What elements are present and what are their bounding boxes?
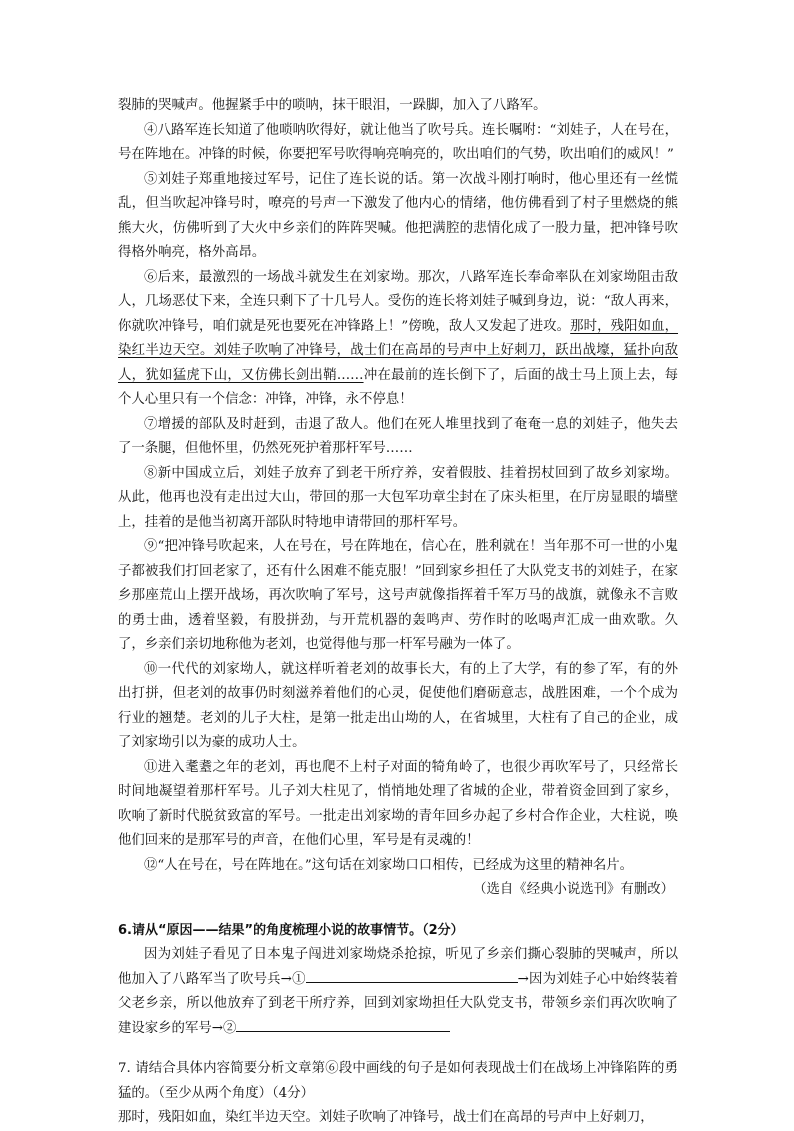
paragraph-9: ⑨“把冲锋号吹起来，人在号在，号在阵地在，信心在，胜利就在！当年那不可一世的小鬼子都被我们打回老家了，还有什么困难不能克服！”回到家乡担任了大队党支书的刘娃子，在家乡那座荒山上摆开战场，再次吹响了军号，这号声就像指挥着千军万马的战旗，就像永不言败的勇士曲，透着坚毅，有股拼劲，与开荒机器的轰鸣声、劳作时的吆喝声汇成一曲欢歌。久了，乡亲们亲切地称他为老刘，也觉得他与那一杆军号融为一体了。 <box>118 539 678 652</box>
paragraph-10: ⑩一代代的刘家坳人，就这样听着老刘的故事长大，有的上了大学，有的参了军，有的外出打拼，但老刘的故事仍时刻滋养着他们的心灵，促使他们磨砺意志，战胜困难，一个个成为行业的翘楚。老刘的儿子大柱，是第一批走出山坳的人，在省城里，大柱有了自己的企业，成了刘家坳引以为豪的成功人士。 <box>118 661 678 750</box>
underlined-sentence: 那时，残阳如血，染红半边天空。刘娃子吹响了冲锋号，战士们在高昂的号声中上好刺刀，跃出战壕，猛扑向敌人，犹如猛虎下山，又仿佛长剑出鞘…… <box>118 318 679 383</box>
question-7-title: 7. 请结合具体内容简要分析文章第⑥段中画线的句子是如何表现战士们在战场上冲锋陷阵的勇猛的。（至少从两个角度）（4分） <box>118 1061 678 1101</box>
paragraph-6 <box>118 266 678 413</box>
spacer <box>118 903 678 919</box>
answer-blank-2[interactable] <box>236 1017 450 1032</box>
passage-body <box>118 94 678 1131</box>
paragraph-4: ④八路军连长知道了他唢呐吹得好，就让他当了吹号兵。连长嘱咐：“刘娃子，人在号在，号在阵地在。冲锋的时候，你要把军号吹得响亮响亮的，吹出咱们的气势，吹出咱们的威风！” <box>118 122 678 162</box>
question-6-title: 6.请从“原因——结果”的角度梳理小说的故事情节。（2分） <box>118 922 464 938</box>
paragraph-6-after: 冲在最前的连长倒下了，后面的战士马上顶上去，每个人心里只有一个信念：冲锋，冲锋，永不停息！ <box>118 367 679 407</box>
answer-blank-1[interactable] <box>306 968 518 983</box>
paragraph-6-before: ⑥后来，最激烈的一场战斗就发生在刘家坳。那次，八路军连长奉命率队在刘家坳阻击敌人，几场恶仗下来，全连只剩下了十几号人。受伤的连长将刘娃子喊到身边，说：“敌人再来，你就吹冲锋号，咱们就是死也要死在冲锋路上！”傍晚，敌人又发起了进攻。 <box>118 269 678 334</box>
question-7-quote: 那时，残阳如血，染红半边天空。刘娃子吹响了冲锋号，战士们在高昂的号声中上好刺刀， <box>118 1110 654 1125</box>
spacer <box>118 1041 678 1057</box>
q6-part-1: 因为刘娃子看见了日本鬼子闯进刘家坳烧杀抢掠，听见了乡亲们撕心裂肺的哭喊声，所以他加入了八路军当了吹号兵→① <box>118 947 678 987</box>
q6-part-2: →因为刘娃子心中始终装着父老乡亲，所以他放弃了到老干所疗养，回到刘家坳担任大队党支书，带领乡亲们再次吹响了建设家乡的军号→② <box>118 971 678 1036</box>
question-6-body <box>118 943 678 1041</box>
paragraph-5: ⑤刘娃子郑重地接过军号，记住了连长说的话。第一次战斗刚打响时，他心里还有一丝慌乱，但当吹起冲锋号时，嘹亮的号声一下激发了他内心的情绪，他仿佛看到了村子里燃烧的熊熊大火，仿佛听到了大火中乡亲们的阵阵哭喊。他把满腔的悲情化成了一股力量，把冲锋号吹得格外响亮，格外高昂。 <box>118 171 678 260</box>
paragraph-11: ⑪进入耄耋之年的老刘，再也爬不上村子对面的犄角岭了，也很少再吹军号了，只经常长时间地凝望着那杆军号。儿子刘大柱见了，悄悄地处理了省城的企业，带着资金回到了家乡，吹响了新时代脱贫致富的军号。一批走出刘家坳的青年回乡办起了乡村合作企业，大柱说，唤他们回来的是那军号的声音，在他们心里，军号是有灵魂的！ <box>118 759 678 848</box>
paragraph-8: ⑧新中国成立后，刘娃子放弃了到老干所疗养，安着假肢、挂着拐杖回到了故乡刘家坳。从此，他再也没有走出过大山，带回的那一大包军功章尘封在了床头柜里，在厅房显眼的墙壁上，挂着的是他当初离开部队时特地申请带回的那杆军号。 <box>118 465 678 530</box>
paragraph-12: ⑫“人在号在，号在阵地在。”这句话在刘家坳口口相传，已经成为这里的精神名片。 <box>144 857 634 873</box>
source-note: （选自《经典小说选刊》有删改） <box>473 882 674 897</box>
paragraph-3-end: 裂肺的哭喊声。他握紧手中的唢呐，抹干眼泪，一跺脚，加入了八路军。 <box>118 98 547 113</box>
paragraph-7: ⑦增援的部队及时赶到，击退了敌人。他们在死人堆里找到了奄奄一息的刘娃子，他失去了一条腿，但他怀里，仍然死死护着那杆军号…… <box>118 416 678 456</box>
